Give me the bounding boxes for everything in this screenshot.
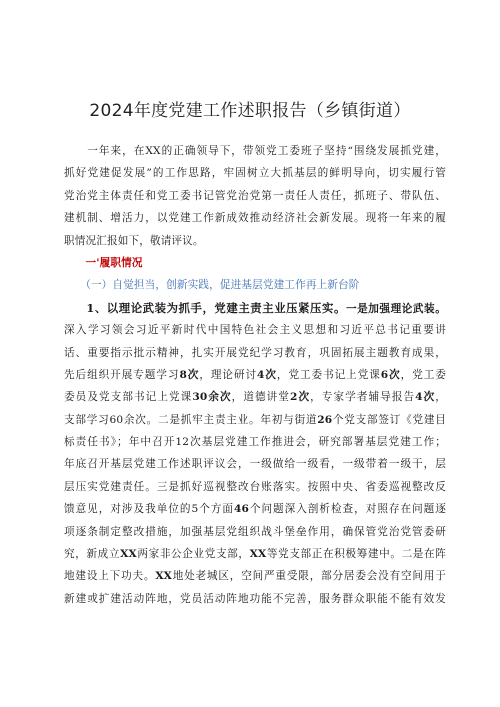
text-run: 地处老城区，空间严重受限，部分居委会没有空间用于 [172,570,446,583]
text-run: ，专家学者辅导报告 [310,391,416,404]
text-run: ， [435,391,446,404]
number: 12 [175,436,190,449]
document-title: 2024年度党建工作述职报告（乡镇街道） [89,101,411,121]
intro-text: 一年来，在XX的正确领导下，带领党工委班子坚持“围绕发展抓党建， [87,145,446,157]
text-run: 标责任书》；年中召开 [64,436,176,449]
section-heading [64,252,446,274]
text-run: ，理论研讨 [199,368,258,381]
bold-text: XX [249,548,267,561]
intro-line: 建机制、增活力，以党建工作新成效推动经济社会新发展。现将一年来的履 [64,212,446,225]
document-body [64,140,446,610]
bold-text: XX [120,548,137,561]
text-run: 余次。二是抓牢主责主业。年初与街道 [123,413,318,426]
intro-line: 党治党主体责任和党工委书记管党治党第一责任人责任，抓班子、带队伍、 [64,189,446,202]
paragraph-line [64,565,446,587]
bold-number: 46 [233,503,250,516]
item-heading [64,297,446,319]
text-run: 个党支部签订《党建目 [332,413,446,426]
intro-line: 抓好党建促发展”的工作思路，牢固树立大抓基层的鲜明导向，切实履行管 [64,167,446,180]
paragraph-line: 话、重要指示批示精神，扎实开展党纪学习教育，巩固拓展主题教育成果， [64,346,446,359]
text-run: 地建设上下功夫。 [64,570,156,583]
section-heading-text: 一'履职情况 [85,256,143,269]
paragraph-line [64,364,446,386]
bold-number: 6次 [380,368,401,381]
item-heading-strong: 以理论武装为抓手，党建主责主业压紧压实。 [106,300,346,315]
number: 60 [109,413,124,426]
paragraph-line [64,409,446,431]
paragraph-line: 新建或扩建活动阵地，党员活动阵地功能不完善，服务群众职能不能有效发 [64,592,446,605]
bold-number: 30余次 [192,391,232,404]
paragraph-line [64,543,446,565]
number: 5 [191,503,199,516]
text-run: 馈意见，对涉及我单位的 [64,503,192,516]
bold-number: 4次 [257,368,277,381]
text-run: 委员及党支部书记上党课 [64,391,193,404]
text-run: 个方面 [198,503,234,516]
paragraph-line: 深入学习领会习近平新时代中国特色社会主义思想和习近平总书记重要讲 [64,324,446,337]
text-run: 两家非公企业党支部， [136,548,250,561]
bold-number: 26 [317,413,333,426]
item-heading-rest: 一是加强理论武装。 [345,302,446,315]
text-run: 支部学习 [64,413,110,426]
paragraph-line [64,498,446,520]
paragraph-line: 年底召开基层党建工作述职评议会，一级做给一级看，一级带着一级干，层 [64,458,446,471]
paragraph-line [64,431,446,453]
item-number: 1、 [86,300,107,315]
bold-number: 4次 [415,391,436,404]
paragraph-line: 层压实党建责任。三是抓好巡视整改台账落实。按照中央、省委巡视整改反 [64,480,446,493]
bold-number: 8次 [179,368,200,381]
intro-line [64,140,446,162]
text-run: ，党工委 [400,368,446,381]
text-run: ，党工委书记上党课 [276,368,381,381]
text-run: 个问题深入剖析检查，对照存在问题逐 [249,503,446,516]
bold-number: 2次 [290,391,311,404]
text-run: 先后组织开展专题学习 [64,368,180,381]
text-run: 等党支部正在积极筹建中。二是在阵 [266,548,446,561]
text-run: 次基层党建工作推进会，研究部署基层党建工作； [189,436,446,449]
text-run: 究，新成立 [64,548,121,561]
paragraph-line [64,386,446,408]
bold-text: XX [155,570,173,583]
subsection-heading [64,274,446,296]
subsection-heading-text: （一）自觉担当，创新实践，促进基层党建工作再上新台阶 [85,279,360,292]
paragraph-line: 项逐条制定整改措施，加强基层党组织战斗堡垒作用，确保管党治党管委研 [64,525,446,538]
text-run: ，道德讲堂 [231,391,291,404]
intro-line: 职情况汇报如下，敬请评议。 [64,234,204,247]
